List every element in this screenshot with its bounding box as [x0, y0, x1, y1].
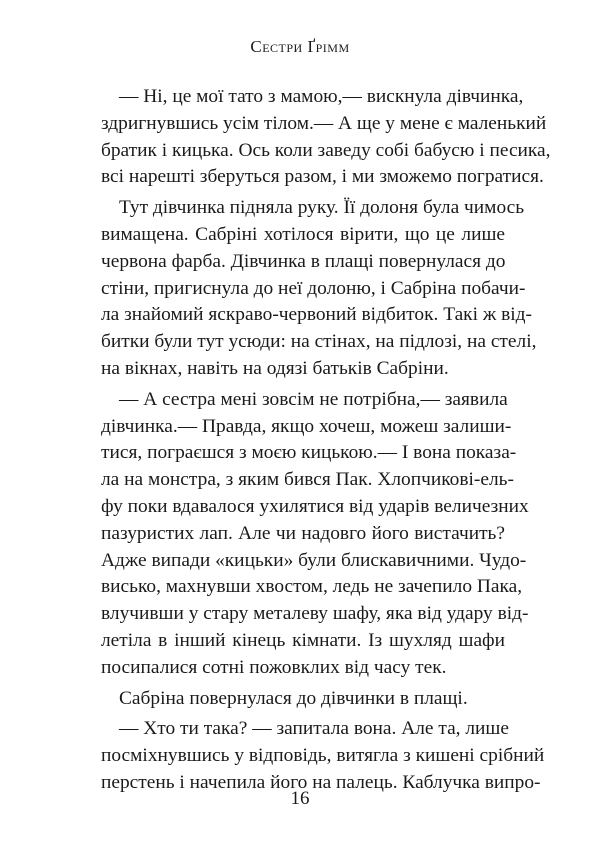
- text-line: посміхнувшись у відповідь, витягла з кишені срібний: [101, 745, 545, 767]
- page-number: 16: [290, 788, 310, 809]
- text-line: висько, махнувши хвостом, ледь не зачепило Пака,: [101, 576, 523, 598]
- text-line: Сабріна повернулася до дівчинки в плащі.: [119, 687, 468, 709]
- text-line: посипалися сотні пожовклих від часу тек.: [101, 656, 447, 678]
- text-line: всі нарешті зберуться разом, і ми зможемо погратися.: [101, 166, 544, 188]
- running-head-title: Сестри Ґрімм: [250, 37, 350, 56]
- text-line: червона фарба. Дівчинка в плащі повернулася до: [101, 250, 506, 272]
- text-line: битки були тут усюди: на стінах, на підлозі, на стелі,: [101, 331, 537, 353]
- text-line: вимащена. Сабріні хотілося вірити, що це лише: [101, 223, 505, 245]
- text-line: — Ні, це мої тато з мамою,— вискнула дівчинка,: [119, 86, 524, 107]
- text-line: ла знайомий яскраво-червоний відбиток. Такі ж від-: [101, 304, 532, 326]
- running-head: [0, 37, 600, 57]
- text-line: братик і кицька. Ось коли заведу собі бабусю і песика,: [101, 139, 551, 161]
- text-line: фу поки вдавалося ухилятися від ударів величезних: [101, 495, 529, 517]
- text-line: пазуристих лап. Але чи надовго його вистачить?: [101, 522, 505, 544]
- text-line: влучивши у стару металеву шафу, яка від удару від-: [101, 603, 529, 625]
- text-line: перстень і начепила його на палець. Каблучка випро-: [101, 771, 541, 793]
- text-line: дівчинка.— Правда, якщо хочеш, можеш залиши-: [101, 415, 512, 437]
- text-line: на вікнах, навіть на одязі батьків Сабріни.: [101, 357, 449, 379]
- text-line: — Хто ти така? — запитала вона. Але та, лише: [119, 718, 509, 740]
- body-text: [101, 84, 551, 797]
- text-line: ла на монстра, з яким бився Пак. Хлопчикові-ель-: [101, 469, 514, 491]
- text-line: — А сестра мені зовсім не потрібна,— заявила: [119, 388, 508, 410]
- text-line: стіни, пригиснула до неї долоню, і Сабріна побачи-: [101, 277, 526, 299]
- text-line: Адже випади «кицьки» були блискавичними. Чудо-: [101, 549, 527, 571]
- text-line: летіла в інший кінець кімнати. Із шухляд шафи: [101, 629, 505, 651]
- text-line: тися, пограєшся з моєю кицькою.— І вона показа-: [101, 442, 517, 464]
- text-line: здригнувшись усім тілом.— А ще у мене є маленький: [101, 112, 547, 134]
- text-line: Тут дівчинка підняла руку. Її долоня була чимось: [119, 197, 525, 219]
